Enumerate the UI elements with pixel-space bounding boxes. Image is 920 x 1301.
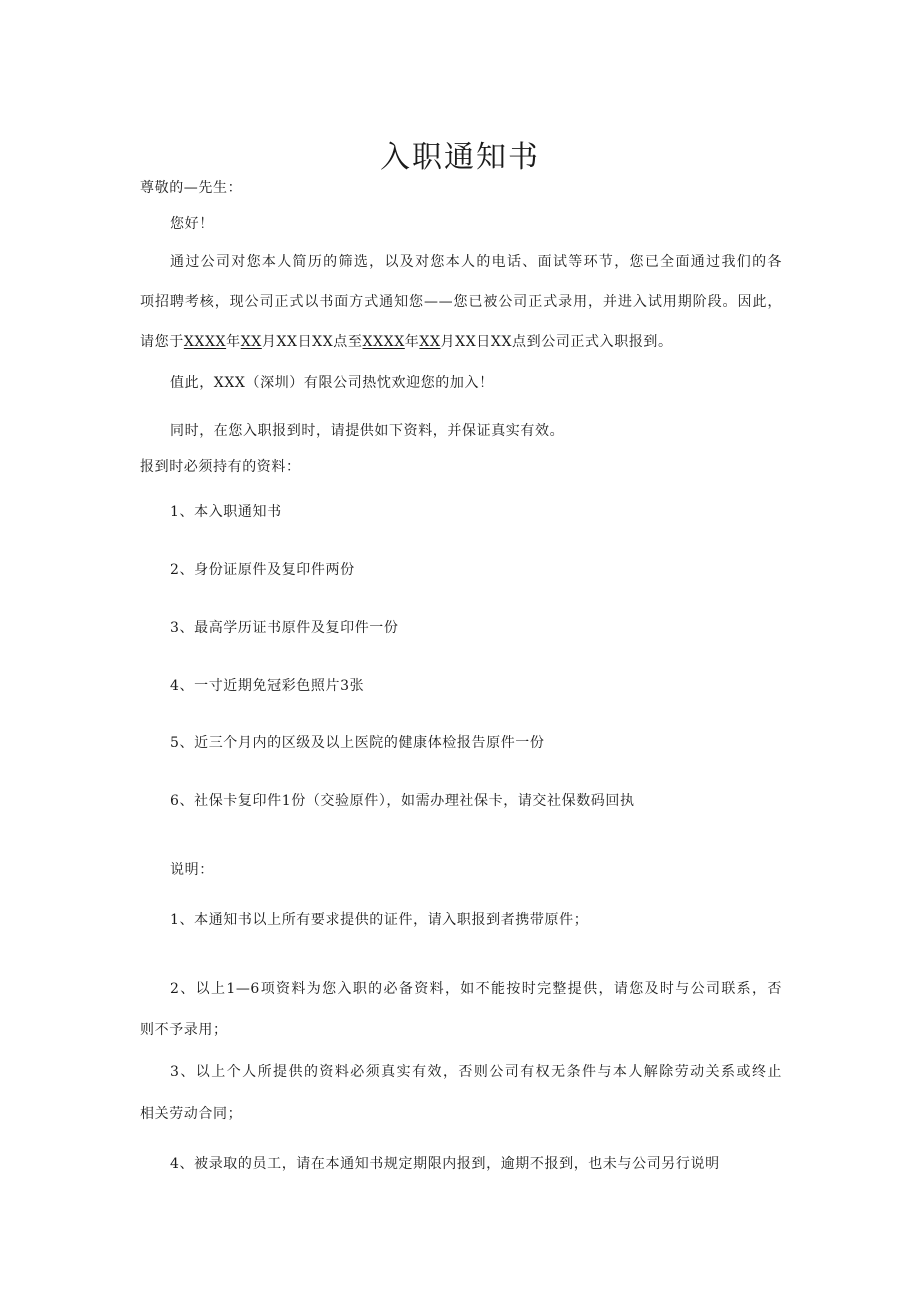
intro-line-3-text: 年	[404, 334, 420, 350]
note-item-1: 1、本通知书以上所有要求提供的证件，请入职报到者携带原件；	[170, 912, 589, 928]
greeting: 您好！	[170, 216, 214, 232]
note-item-3-line-2: 相关劳动合同；	[140, 1106, 243, 1122]
material-item-4: 4、一寸近期免冠彩色照片3张	[170, 678, 365, 694]
material-item-5: 5、近三个月内的区级及以上医院的健康体检报告原件一份	[170, 735, 545, 751]
start-year-placeholder: XXXX	[183, 334, 227, 350]
salutation: 尊敬的—先生：	[140, 180, 243, 196]
intro-line-3-text: 月XX日XX点至	[261, 334, 363, 350]
material-item-6: 6、社保卡复印件1份（交验原件），如需办理社保卡，请交社保数码回执	[170, 793, 635, 809]
request-line: 同时，在您入职报到时，请提供如下资料，并保证真实有效。	[170, 423, 565, 439]
intro-line-2: 项招聘考核，现公司正式以书面方式通知您——您已被公司正式录用，并进入试用期阶段。因此，	[140, 294, 782, 310]
material-item-3: 3、最高学历证书原件及复印件一份	[170, 620, 399, 636]
intro-line-3	[140, 332, 673, 352]
note-item-4: 4、被录取的员工，请在本通知书规定期限内报到，逾期不报到，也未与公司另行说明	[170, 1156, 720, 1172]
note-item-2-line-1: 2、以上1—6项资料为您入职的必备资料，如不能按时完整提供，请您及时与公司联系，否	[170, 981, 782, 997]
document-title: 入职通知书	[380, 140, 540, 176]
materials-heading: 报到时必须持有的资料：	[140, 459, 301, 475]
intro-line-3-text: 请您于	[140, 334, 184, 350]
intro-line-3-text: 月XX日XX点到公司正式入职报到。	[440, 334, 673, 350]
welcome-line: 值此，XXX（深圳）有限公司热忱欢迎您的加入！	[170, 375, 494, 391]
notes-heading: 说明：	[170, 862, 214, 878]
material-item-2: 2、身份证原件及复印件两份	[170, 562, 355, 578]
start-month-placeholder: XX	[240, 334, 262, 350]
end-year-placeholder: XXXX	[362, 334, 405, 350]
end-month-placeholder: XX	[419, 334, 441, 350]
note-item-2-line-2: 则不予录用；	[140, 1022, 228, 1038]
intro-line-1: 通过公司对您本人简历的筛选，以及对您本人的电话、面试等环节，您已全面通过我们的各	[170, 254, 782, 270]
note-item-3-line-1: 3、以上个人所提供的资料必须真实有效，否则公司有权无条件与本人解除劳动关系或终止	[170, 1064, 782, 1080]
intro-line-3-text: 年	[226, 334, 241, 350]
material-item-1: 1、本入职通知书	[170, 504, 282, 520]
